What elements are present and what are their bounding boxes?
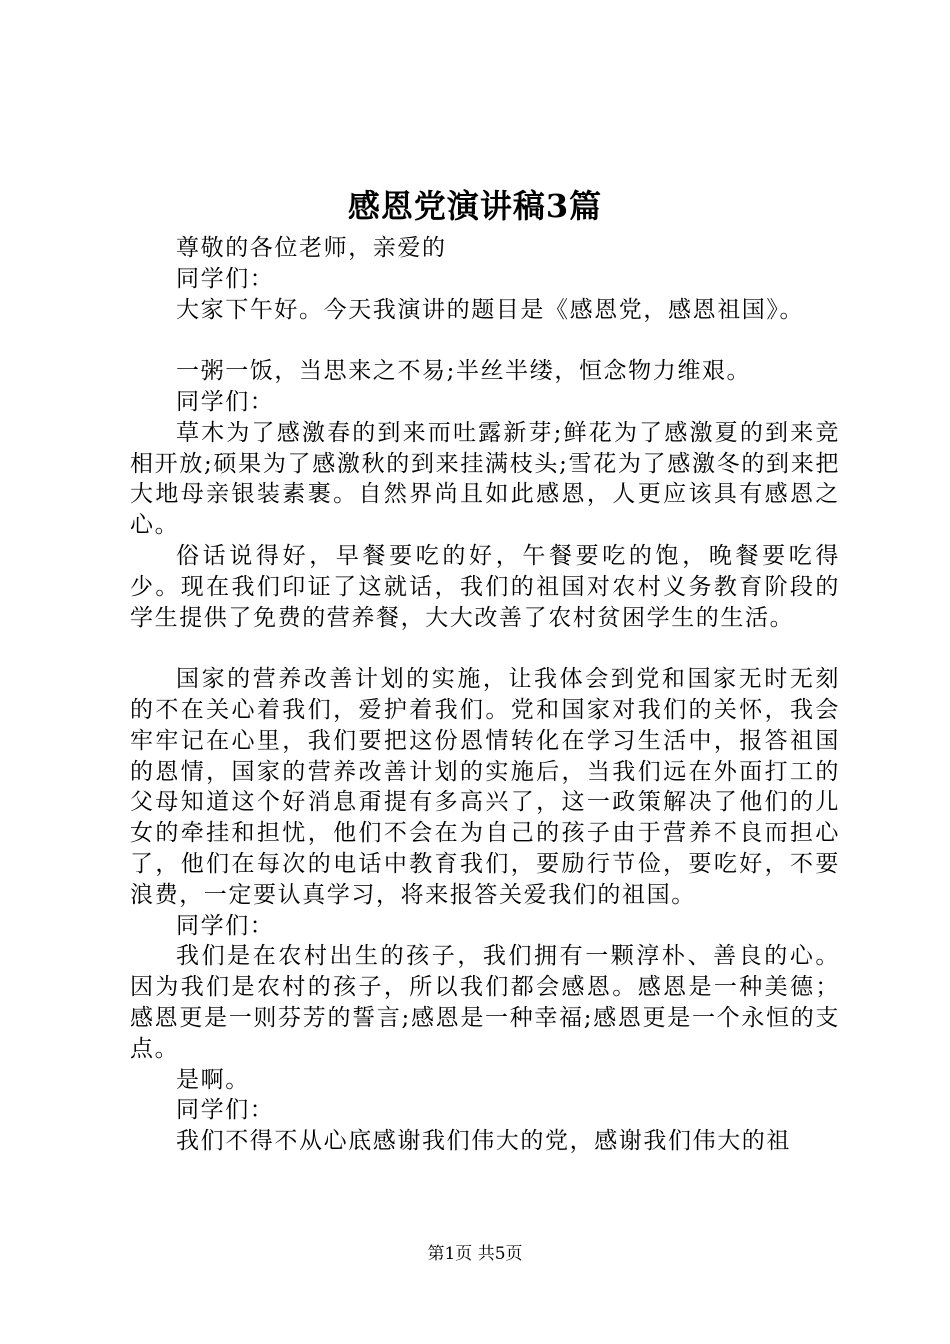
paragraph-exclamation: 是啊。 bbox=[176, 1066, 250, 1093]
page-number: 第1页 共5页 bbox=[427, 1244, 523, 1264]
paragraph-gratitude: 我们不得不从心底感谢我们伟大的党，感谢我们伟大的祖 bbox=[176, 1128, 791, 1155]
paragraph-address: 同学们： bbox=[176, 388, 275, 415]
paragraph-address: 同学们： bbox=[176, 912, 275, 939]
paragraph-address: 同学们： bbox=[176, 265, 275, 292]
document-body bbox=[130, 233, 840, 1157]
document-title: 感恩党演讲稿3篇 bbox=[347, 187, 603, 225]
paragraph-topic: 大家下午好。今天我演讲的题目是《感恩党，感恩祖国》。 bbox=[176, 296, 805, 323]
paragraph-nature: 草木为了感激春的到来而吐露新芽;鲜花为了感激夏的到来竞相开放;硕果为了感激秋的到来挂满枝头;雪花为了感激冬的到来把大地母亲银装素裹。自然界尚且如此感恩，人更应该具有感恩之心。 bbox=[130, 419, 840, 539]
paragraph-address: 同学们： bbox=[176, 1097, 275, 1124]
paragraph-nutrition-plan: 国家的营养改善计划的实施，让我体会到党和国家无时无刻的不在关心着我们，爱护着我们。党和国家对我们的关怀，我会牢牢记在心里，我们要把这份恩情转化在学习生活中，报答祖国的恩情，国家的营养改善计划的实施后，当我们远在外面打工的父母知道这个好消息甭提有多高兴了，这一政策解决了他们的儿女的牵挂和担忧，他们不会在为自己的孩子由于营养不良而担心了，他们在每次的电话中教育我们，要励行节俭，要吃好，不要浪费，一定要认真学习，将来报答关爱我们的祖国。 bbox=[130, 666, 840, 908]
paragraph-meals: 俗话说得好，早餐要吃的好，午餐要吃的饱，晚餐要吃得少。现在我们印证了这就话，我们的祖国对农村义务教育阶段的学生提供了免费的营养餐，大大改善了农村贫困学生的生活。 bbox=[130, 542, 840, 631]
paragraph-rural-children: 我们是在农村出生的孩子，我们拥有一颗淳朴、善良的心。因为我们是农村的孩子，所以我们都会感恩。感恩是一种美德；感恩更是一则芬芳的誓言;感恩是一种幸福;感恩更是一个永恒的支点。 bbox=[130, 943, 840, 1062]
paragraph-proverb: 一粥一饭，当思来之不易;半丝半缕，恒念物力维艰。 bbox=[176, 358, 752, 385]
paragraph-greeting: 尊敬的各位老师，亲爱的 bbox=[176, 235, 447, 261]
